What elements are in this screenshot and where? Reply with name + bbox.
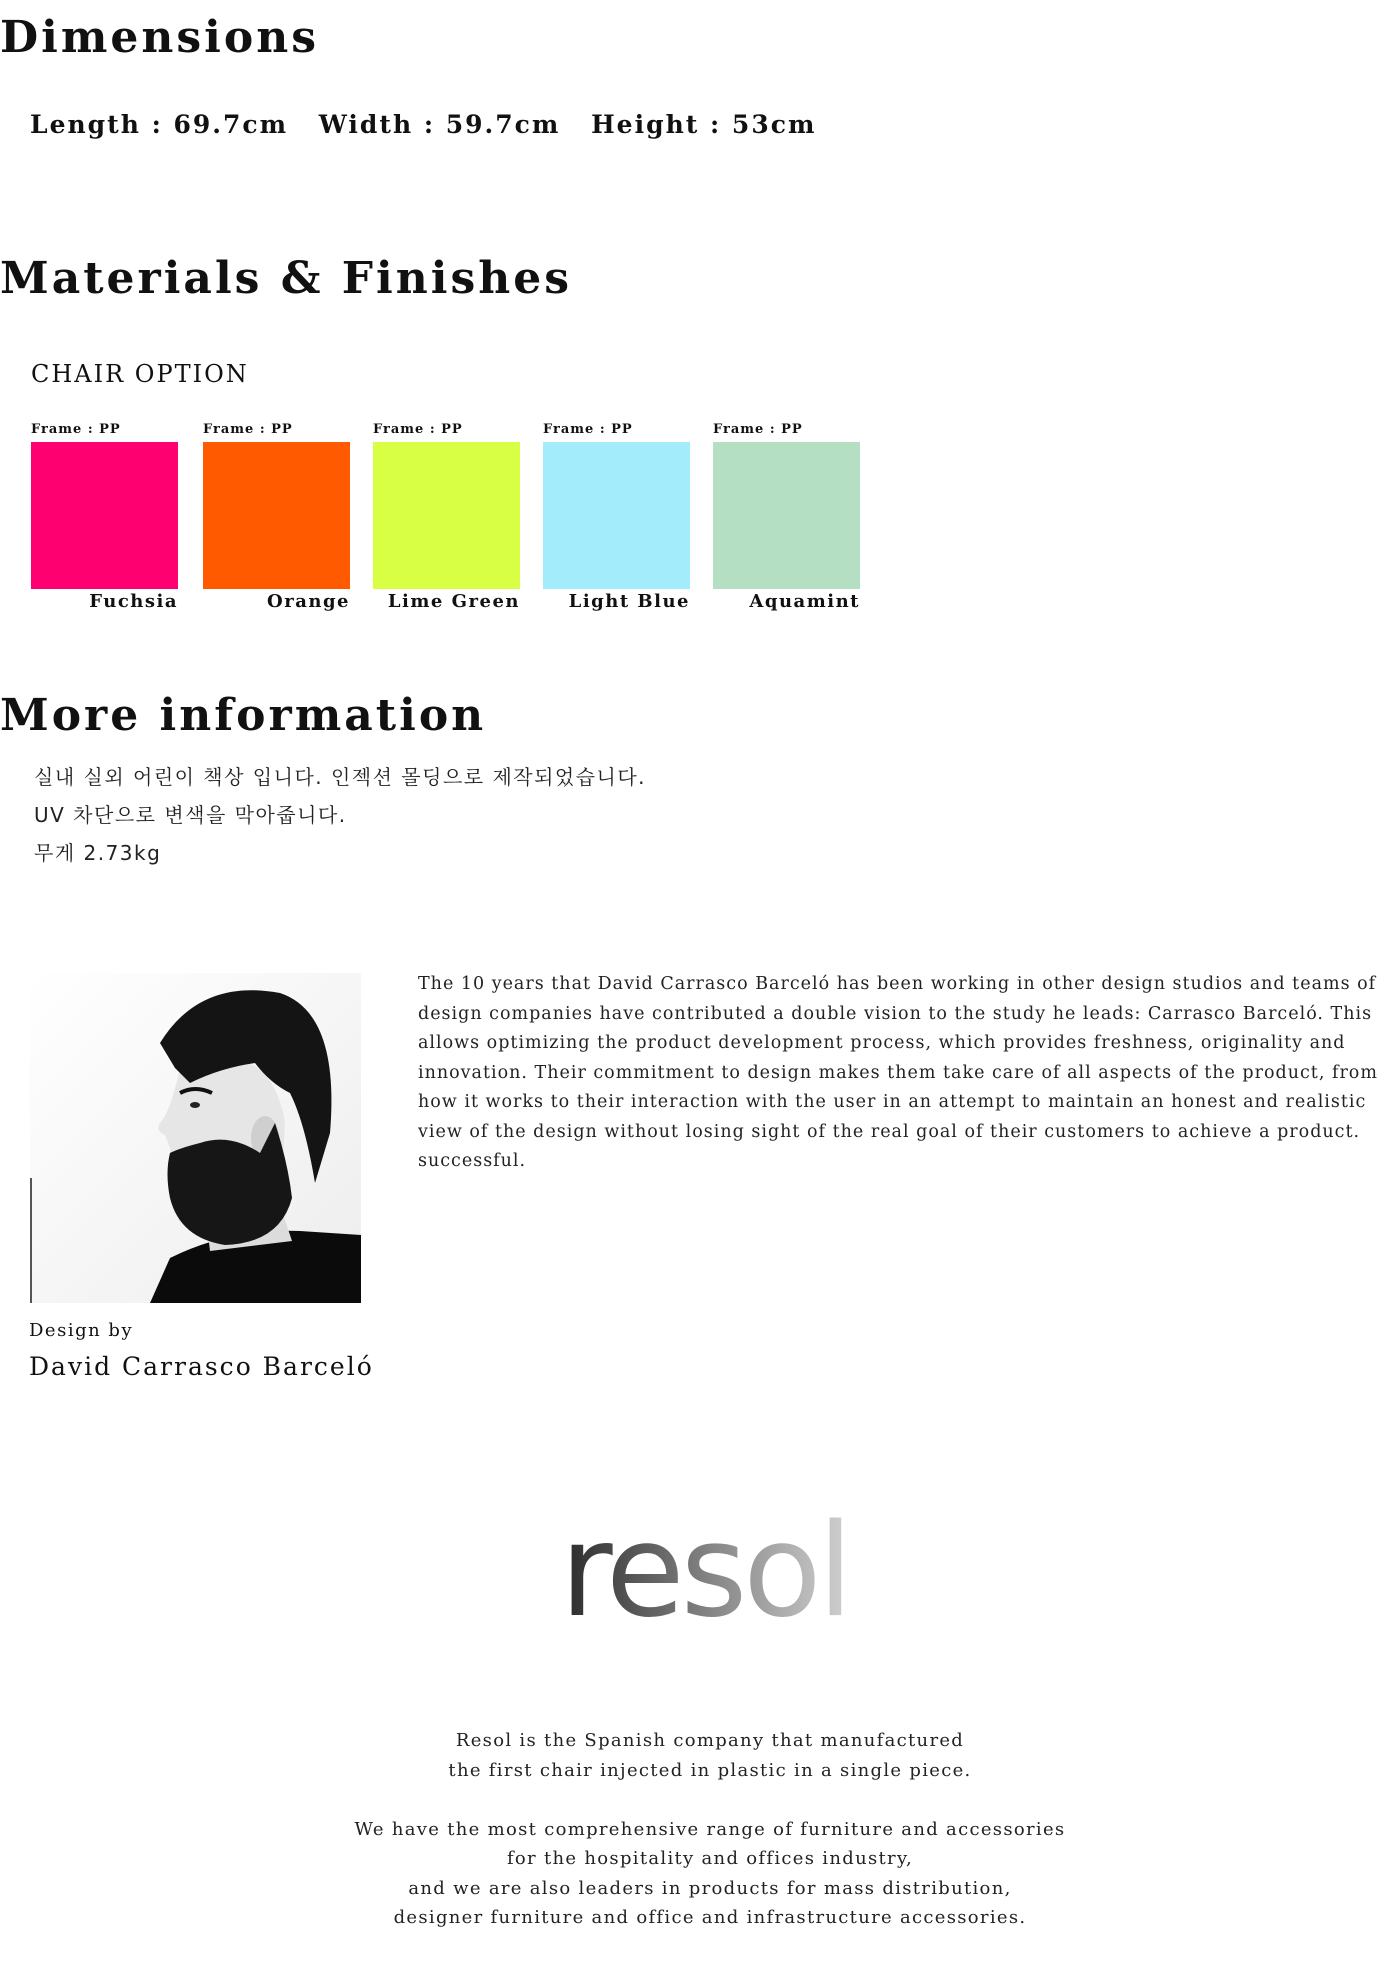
swatch-name: Fuchsia [89,591,178,612]
company-about [300,1726,1120,1962]
swatch-color[interactable] [713,442,860,589]
dimensions-values [30,110,836,139]
width-value: Width : 59.7cm [318,110,561,139]
design-by-label: Design by [29,1320,134,1341]
height-value: Height : 53cm [591,110,817,139]
swatch-fuchsia[interactable] [31,420,178,612]
swatch-frame-label: Frame : PP [543,422,633,437]
more-info-text [34,758,646,872]
about-line: designer furniture and office and infrastructure accessories. [393,1907,1027,1928]
designer-photo [30,973,361,1303]
swatch-frame-label: Frame : PP [373,422,463,437]
swatch-frame-label: Frame : PP [203,422,293,437]
swatch-lime-green[interactable] [373,420,520,612]
materials-heading: Materials & Finishes [0,253,572,304]
length-value: Length : 69.7cm [30,110,289,139]
swatch-frame-label: Frame : PP [713,422,803,437]
about-line: We have the most comprehensive range of furniture and accessories [354,1818,1066,1840]
about-line: and we are also leaders in products for mass distribution, [408,1877,1012,1899]
chair-option-title: CHAIR OPTION [31,360,249,388]
swatch-orange[interactable] [203,420,350,612]
swatch-aquamint[interactable] [713,420,860,612]
about-paragraph-1 [300,1726,1120,1785]
more-info-line: 실내 실외 어린이 책상 입니다. 인젝션 몰딩으로 제작되었습니다. [34,765,647,789]
swatch-name: Aquamint [749,591,860,612]
svg-text:resol: resol [560,1505,850,1630]
about-line: Resol is the Spanish company that manufactured [455,1730,965,1751]
about-paragraph-2 [300,1815,1120,1933]
more-info-line: UV 차단으로 변색을 막아줍니다. [34,803,347,827]
swatch-light-blue[interactable] [543,420,690,612]
swatch-name: Lime Green [387,591,520,612]
designer-name: David Carrasco Barceló [29,1352,374,1381]
dimensions-heading: Dimensions [0,12,320,63]
swatch-color[interactable] [203,442,350,589]
more-info-heading: More information [0,690,487,741]
resol-logo [560,1505,860,1630]
swatch-frame-label: Frame : PP [31,422,121,437]
swatch-color[interactable] [31,442,178,589]
about-line: for the hospitality and offices industry, [506,1848,914,1869]
designer-bio: The 10 years that David Carrasco Barceló has been working in other design studios and teams of design companies have contributed a double vision to the study he leads: Carrasco Barceló. This allows optimizing the product development process, which provides freshness, originality and innovation. Their commitment to design makes them take care of all aspects of the product, from how it works to their interaction with the user in an attempt to maintain an honest and realistic view of the design without losing sight of the real goal of their customers to achieve a product. successful. [418,974,1378,1171]
more-info-line: 무게 2.73kg [34,841,162,865]
swatch-name: Light Blue [568,591,690,612]
swatch-name: Orange [267,591,350,612]
about-line: the first chair injected in plastic in a single piece. [448,1759,972,1781]
swatch-color[interactable] [373,442,520,589]
swatch-color[interactable] [543,442,690,589]
